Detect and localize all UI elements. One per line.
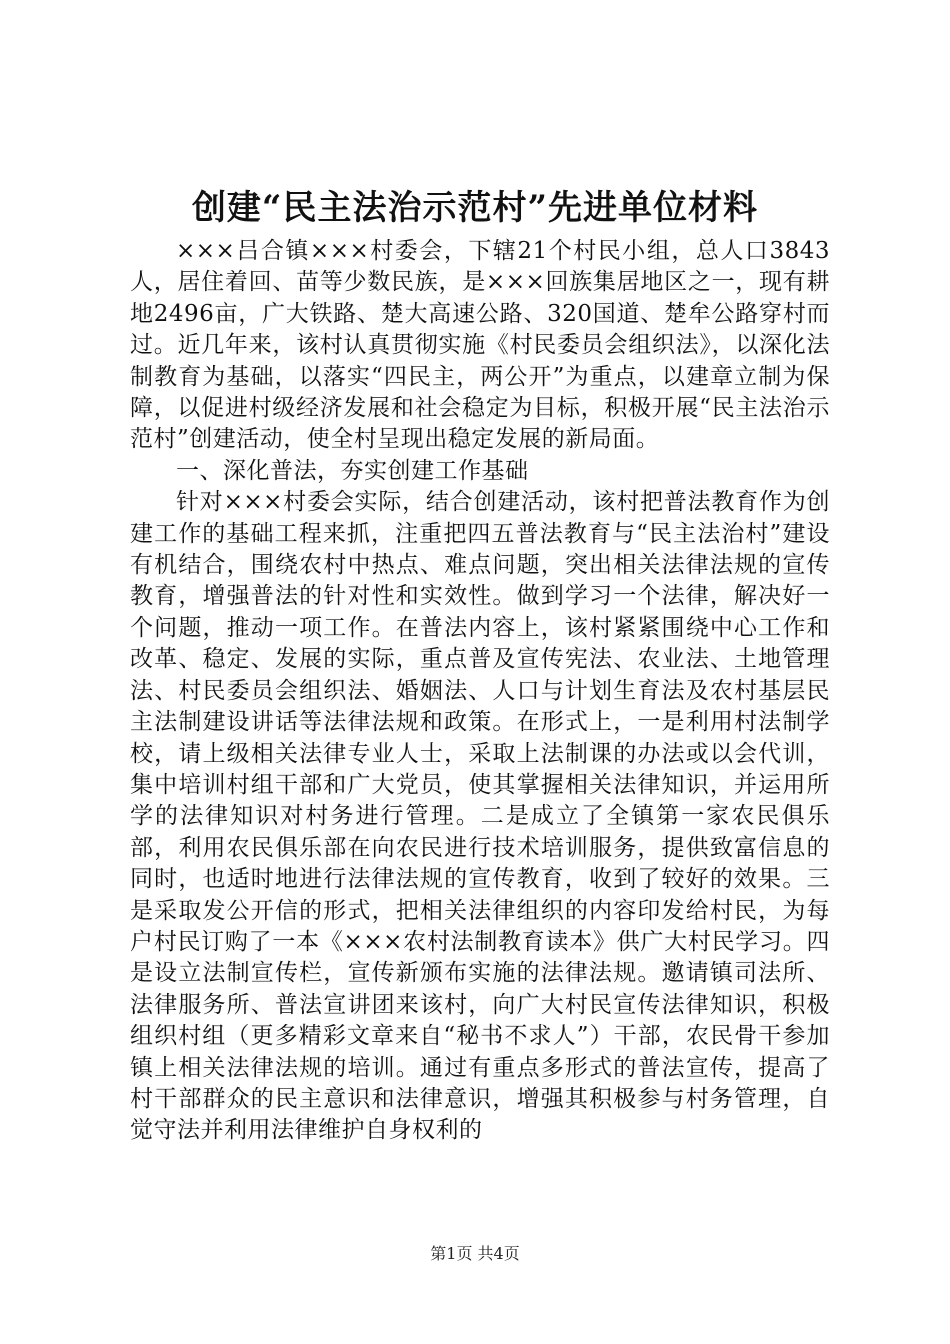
page-footer: 第1页 共4页: [430, 1244, 520, 1263]
section-heading: 一、深化普法，夯实创建工作基础: [176, 457, 529, 484]
document-body: [130, 236, 830, 1147]
body-paragraph-intro: ×××吕合镇×××村委会，下辖21个村民小组，总人口3843人，居住着回、苗等少数民族，是×××回族集居地区之一，现有耕地2496亩，广大铁路、楚大高速公路、320国道、楚牟公路穿村而过。近几年来，该村认真贯彻实施《村民委员会组织法》，以深化法制教育为基础，以落实“四民主，两公开”为重点，以建章立制为保障，以促进村级经济发展和社会稳定为目标，积极开展“民主法治示范村”创建活动，使全村呈现出稳定发展的新局面。: [130, 238, 830, 453]
document-title: 创建“民主法治示范村”先进单位材料: [191, 188, 759, 228]
body-paragraph-section-1: 针对×××村委会实际，结合创建活动，该村把普法教育作为创建工作的基础工程来抓，注重把四五普法教育与“民主法治村”建设有机结合，围绕农村中热点、难点问题，突出相关法律法规的宣传教育，增强普法的针对性和实效性。做到学习一个法律，解决好一个问题，推动一项工作。在普法内容上，该村紧紧围绕中心工作和改革、稳定、发展的实际，重点普及宣传宪法、农业法、土地管理法、村民委员会组织法、婚姻法、人口与计划生育法及农村基层民主法制建设讲话等法律法规和政策。在形式上，一是利用村法制学校，请上级相关法律专业人士，采取上法制课的办法或以会代训，集中培训村组干部和广大党员，使其掌握相关法律知识，并运用所学的法律知识对村务进行管理。二是成立了全镇第一家农民俱乐部，利用农民俱乐部在向农民进行技术培训服务，提供致富信息的同时，也适时地进行法律法规的宣传教育，收到了较好的效果。三是采取发公开信的形式，把相关法律组织的内容印发给村民，为每户村民订购了一本《×××农村法制教育读本》供广大村民学习。四是设立法制宣传栏，宣传新颁布实施的法律法规。邀请镇司法所、法律服务所、普法宣讲团来该村，向广大村民宣传法律知识，积极组织村组（更多精彩文章来自“秘书不求人”）干部，农民骨干参加镇上相关法律法规的培训。通过有重点多形式的普法宣传，提高了村干部群众的民主意识和法律意识，增强其积极参与村务管理，自觉守法并利用法律维护自身权利的: [130, 489, 830, 1144]
